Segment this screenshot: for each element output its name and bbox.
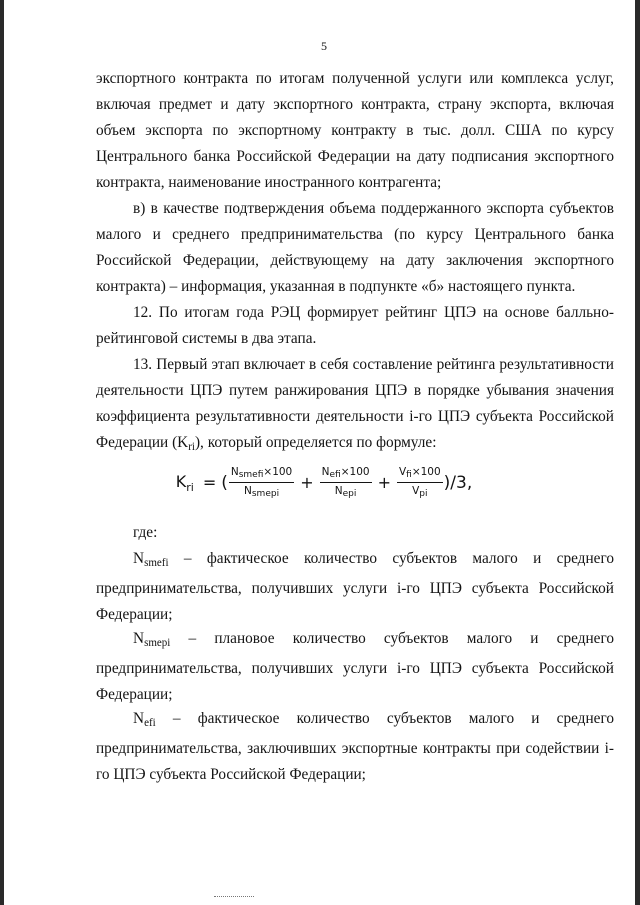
definition-nsmepi: [96, 626, 614, 708]
den-sub: smepi: [251, 489, 280, 499]
formula-fraction-smefi: [229, 466, 294, 499]
fraction-numerator: [229, 466, 294, 483]
formula-fraction-efi: [320, 466, 372, 499]
fraction-denominator: [412, 483, 427, 499]
formula-plus-1: +: [300, 473, 314, 492]
num-sub: fi: [406, 470, 412, 480]
fraction-numerator: [320, 466, 372, 483]
num-sub: smefi: [238, 470, 264, 480]
definition-term: [133, 550, 169, 570]
num-mult: ×100: [411, 466, 441, 478]
formula-lhs-sub: ri: [186, 480, 194, 494]
fraction-denominator: [244, 483, 279, 499]
num-base: N: [321, 466, 330, 478]
term-sub: efi: [144, 717, 156, 730]
num-base: V: [398, 466, 407, 478]
definition-term: [133, 710, 156, 730]
term-sub: smepi: [144, 637, 171, 650]
paragraph-13-text: 13. Первый этап включает в себя составление рейтинга результативности деятельности ЦПЭ путем ранжирования ЦПЭ в порядке убывания значения коэффициента результативности деятельности i-го ЦПЭ субъекта Российской Федерации (K: [96, 356, 614, 451]
den-sub: epi: [342, 489, 357, 499]
term-sub: smefi: [144, 557, 169, 570]
den-sub: pi: [419, 489, 428, 499]
formula-equals: =: [202, 473, 217, 492]
paragraph-item-v: в) в качестве подтверждения объема поддержанного экспорта субъектов малого и среднего предпринимательства (по курсу Центрального банка Российской Федерации, действующему на дату заключения экспортного контракта) – информация, указанная в подпункте «б» настоящего пункта.: [96, 200, 614, 295]
formula-lhs-base: K: [175, 471, 187, 491]
paragraph-12: 12. По итогам года РЭЦ формирует рейтинг ЦПЭ на основе балльно-рейтинговой системы в два этапа.: [96, 304, 614, 347]
definition-nefi: [96, 706, 614, 788]
den-base: V: [412, 485, 420, 497]
formula-plus-2: +: [377, 473, 391, 492]
definition-text: – фактическое количество субъектов малого и среднего предпринимательства, получивших услуги i-го ЦПЭ субъекта Российской Федерации;: [96, 550, 614, 624]
num-base: N: [230, 466, 239, 478]
paragraph-export-contract: экспортного контракта по итогам полученной услуги или комплекса услуг, включая предмет и дату экспортного контракта, страну экспорта, включая объем экспорта по экспортному контракту в тыс. долл. США по курсу Центрального банка Российской Федерации на дату подписания экспортного контракта, наименование иностранного контрагента;: [96, 70, 614, 191]
num-mult: ×100: [263, 466, 293, 478]
formula-lhs: [176, 472, 194, 494]
formula-kri: [4, 466, 640, 499]
formula-fraction-fi: [397, 466, 443, 499]
page-number: 5: [321, 39, 327, 53]
term-base: N: [133, 630, 145, 647]
paragraph-13-subscript: ri: [188, 441, 195, 454]
scan-artifact: [214, 896, 254, 903]
num-mult: ×100: [340, 466, 370, 478]
num-sub: efi: [329, 470, 341, 480]
formula-open-paren: (: [221, 472, 228, 493]
term-base: N: [133, 550, 145, 567]
paragraph-13-text-end: ), который определяется по формуле:: [194, 434, 437, 451]
definition-term: [133, 630, 171, 650]
fraction-denominator: [335, 483, 357, 499]
den-base: N: [334, 485, 343, 497]
definition-text: – фактическое количество субъектов малого и среднего предпринимательства, заключивших экспортные контракты при содействии i-го ЦПЭ субъекта Российской Федерации;: [96, 710, 614, 784]
fraction-numerator: [397, 466, 443, 483]
paragraph-13: [96, 352, 614, 460]
where-label: где:: [133, 524, 158, 541]
formula-close: )/3,: [443, 472, 473, 493]
definition-nsmefi: [96, 546, 614, 628]
definition-text: – плановое количество субъектов малого и среднего предпринимательства, получивших услуги i-го ЦПЭ субъекта Российской Федерации;: [96, 630, 614, 704]
den-base: N: [244, 485, 252, 497]
term-base: N: [133, 710, 145, 727]
